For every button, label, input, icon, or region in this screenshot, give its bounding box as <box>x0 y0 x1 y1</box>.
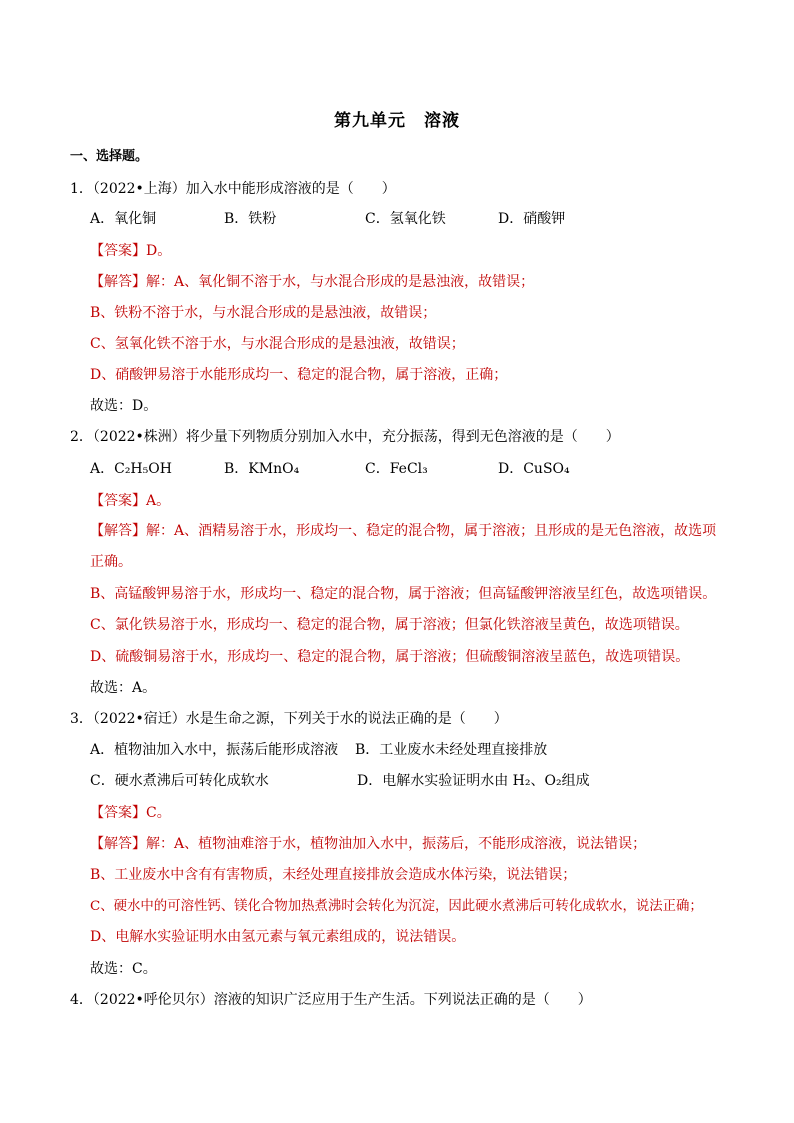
question-4-stem: 4．（2022•呼伦贝尔）溶液的知识广泛应用于生产生活。下列说法正确的是（ ） <box>70 992 592 1008</box>
q1-option-c: C．氢氧化铁 <box>365 211 446 227</box>
q3-option-a: A．植物油加入水中，振荡后能形成溶液 <box>90 742 339 758</box>
question-3-stem: 3．（2022•宿迁）水是生命之源，下列关于水的说法正确的是（ ） <box>70 711 508 727</box>
q3-analysis-line: C、硬水中的可溶性钙、镁化合物加热煮沸时会转化为沉淀，因此硬水煮沸后可转化成软水，说法正确； <box>90 899 703 914</box>
q3-option-b: B．工业废水未经处理直接排放 <box>355 742 548 758</box>
q3-answer: 【答案】C。 <box>90 805 171 821</box>
q3-analysis-line: B、工业废水中含有有害物质，未经处理直接排放会造成水体污染，说法错误； <box>90 867 577 883</box>
section-heading: 一、选择题。 <box>70 149 149 164</box>
q2-analysis-line: B、高锰酸钾易溶于水，形成均一、稳定的混合物，属于溶液；但高锰酸钾溶液呈红色，故选项错误。 <box>90 586 717 602</box>
q1-option-a: A．氧化铜 <box>90 211 157 227</box>
q1-analysis-line: C、氢氧化铁不溶于水，与水混合形成的是悬浊液，故错误； <box>90 336 465 352</box>
page-title: 第九单元 溶液 <box>334 111 460 131</box>
q2-option-c: C．FeCl₃ <box>365 461 428 477</box>
q3-choose: 故选：C。 <box>90 961 157 977</box>
q2-analysis-line: 正确。 <box>90 554 132 570</box>
q3-option-d: D．电解水实验证明水由 H₂、O₂组成 <box>357 773 590 789</box>
q1-choose: 故选：D。 <box>90 398 158 414</box>
question-1-stem: 1．（2022•上海）加入水中能形成溶液的是（ ） <box>70 181 396 197</box>
q3-analysis-line: 【解答】解：A、植物油难溶于水，植物油加入水中，振荡后，不能形成溶液，说法错误； <box>90 836 647 852</box>
q1-analysis-line: D、硝酸钾易溶于水能形成均一、稳定的混合物，属于溶液，正确； <box>90 367 508 383</box>
q2-answer: 【答案】A。 <box>90 493 171 509</box>
q3-option-c: C．硬水煮沸后可转化成软水 <box>90 773 269 789</box>
question-2-stem: 2．（2022•株洲）将少量下列物质分别加入水中，充分振荡，得到无色溶液的是（ ） <box>70 429 620 445</box>
q1-option-b: B．铁粉 <box>224 211 277 227</box>
q3-analysis-line: D、电解水实验证明水由氢元素与氧元素组成的，说法错误。 <box>90 929 466 945</box>
q2-option-a: A．C₂H₅OH <box>90 461 172 477</box>
q2-choose: 故选：A。 <box>90 680 157 696</box>
q2-analysis-line: 【解答】解：A、酒精易溶于水，形成均一、稳定的混合物，属于溶液；且形成的是无色溶液，故选项 <box>90 523 717 539</box>
q2-analysis-line: D、硫酸铜易溶于水，形成均一、稳定的混合物，属于溶液；但硫酸铜溶液呈蓝色，故选项错误。 <box>90 649 690 665</box>
q1-analysis-line: 【解答】解：A、氧化铜不溶于水，与水混合形成的是悬浊液，故错误； <box>90 274 535 290</box>
q1-answer: 【答案】D。 <box>90 243 172 259</box>
q1-analysis-line: B、铁粉不溶于水，与水混合形成的是悬浊液，故错误； <box>90 305 437 321</box>
q2-analysis-line: C、氯化铁易溶于水，形成均一、稳定的混合物，属于溶液；但氯化铁溶液呈黄色，故选项错误。 <box>90 617 689 633</box>
q2-option-b: B．KMnO₄ <box>224 461 300 477</box>
q2-option-d: D．CuSO₄ <box>498 461 570 477</box>
q1-option-d: D．硝酸钾 <box>498 211 566 227</box>
